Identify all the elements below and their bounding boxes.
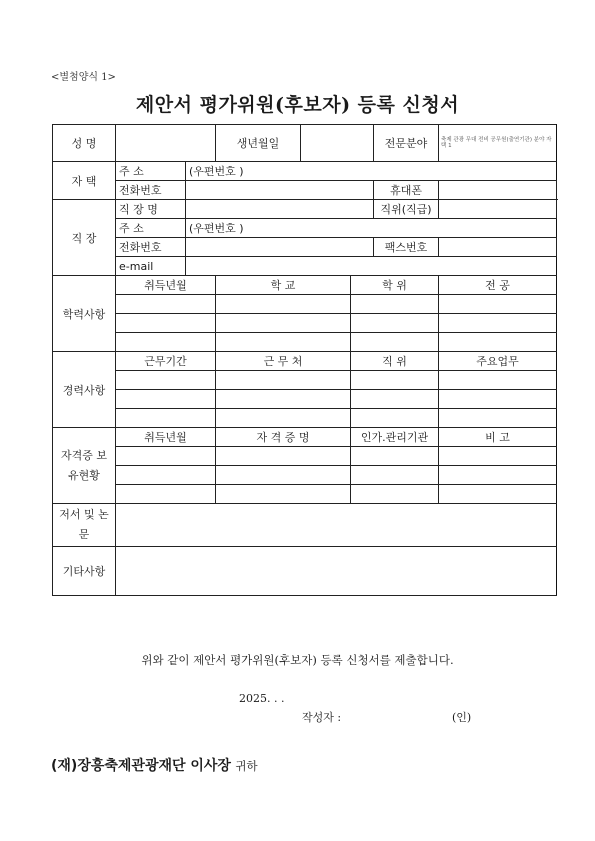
education-header-major: 전 공 [439,276,557,295]
education-header-degree: 학 위 [351,276,439,295]
registration-form-table [52,124,557,596]
career-header-position: 직 위 [351,352,439,371]
education-row [53,333,557,352]
fax-field[interactable] [439,238,557,257]
home-label: 자 택 [53,162,116,200]
mobile-field[interactable] [439,181,557,200]
mobile-label: 휴대폰 [374,181,439,200]
career-row [53,390,557,409]
license-row [53,485,557,504]
work-phone-label: 전화번호 [116,238,186,257]
career-header-period: 근무기간 [116,352,216,371]
name-label: 성 명 [53,125,116,162]
home-phone-field[interactable] [186,181,374,200]
recipient-line [51,755,258,775]
education-header-date: 취득년월 [116,276,216,295]
career-label: 경력사항 [53,352,116,428]
company-field[interactable] [186,200,374,219]
name-field[interactable] [116,125,216,162]
position-label: 직위(직급) [374,200,439,219]
license-header-name: 자 격 증 명 [216,428,351,447]
publications-label: 저서 및 논문 [53,504,116,547]
education-row [53,314,557,333]
recipient-honorific: 귀하 [235,759,258,773]
career-header-workplace: 근 무 처 [216,352,351,371]
other-field[interactable] [116,547,557,596]
career-row [53,409,557,428]
birth-label: 생년월일 [216,125,301,162]
license-label: 자격증 보유현황 [53,428,116,504]
education-header-school: 학 교 [216,276,351,295]
publications-field[interactable] [116,504,557,547]
recipient-name: (재)장흥축제관광재단 이사장 [51,758,231,774]
field-label: 전문분야 [374,125,439,162]
license-header-authority: 인가.관리기관 [351,428,439,447]
company-label: 직 장 명 [116,200,186,219]
email-label: e-mail [116,257,186,276]
career-header-duties: 주요업무 [439,352,557,371]
other-label: 기타사항 [53,547,116,596]
career-row [53,371,557,390]
attachment-label: <별첨양식 1> [51,72,116,83]
date-line: 2025. . . [239,692,285,705]
fax-label: 팩스번호 [374,238,439,257]
education-label: 학력사항 [53,276,116,352]
email-field[interactable] [186,257,557,276]
work-address-field[interactable]: (우편번호 ) [186,219,557,238]
license-row [53,466,557,485]
birth-field[interactable] [301,125,374,162]
seal-label: (인) [452,711,472,724]
work-address-label: 주 소 [116,219,186,238]
work-phone-field[interactable] [186,238,374,257]
education-row [53,295,557,314]
position-field[interactable] [439,200,557,219]
field-options[interactable]: 축제 관광 무대 전비 공무원(출연기관) 분야 자 택 1 [439,125,557,162]
license-header-date: 취득년월 [116,428,216,447]
license-header-note: 비 고 [439,428,557,447]
work-label: 직 장 [53,200,116,276]
writer-label: 작성자 : [302,711,342,724]
home-phone-label: 전화번호 [116,181,186,200]
submission-statement: 위와 같이 제안서 평가위원(후보자) 등록 신청서를 제출합니다. [141,653,454,667]
license-row [53,447,557,466]
home-address-field[interactable]: (우편번호 ) [186,162,557,181]
form-title: 제안서 평가위원(후보자) 등록 신청서 [135,94,460,116]
home-address-label: 주 소 [116,162,186,181]
